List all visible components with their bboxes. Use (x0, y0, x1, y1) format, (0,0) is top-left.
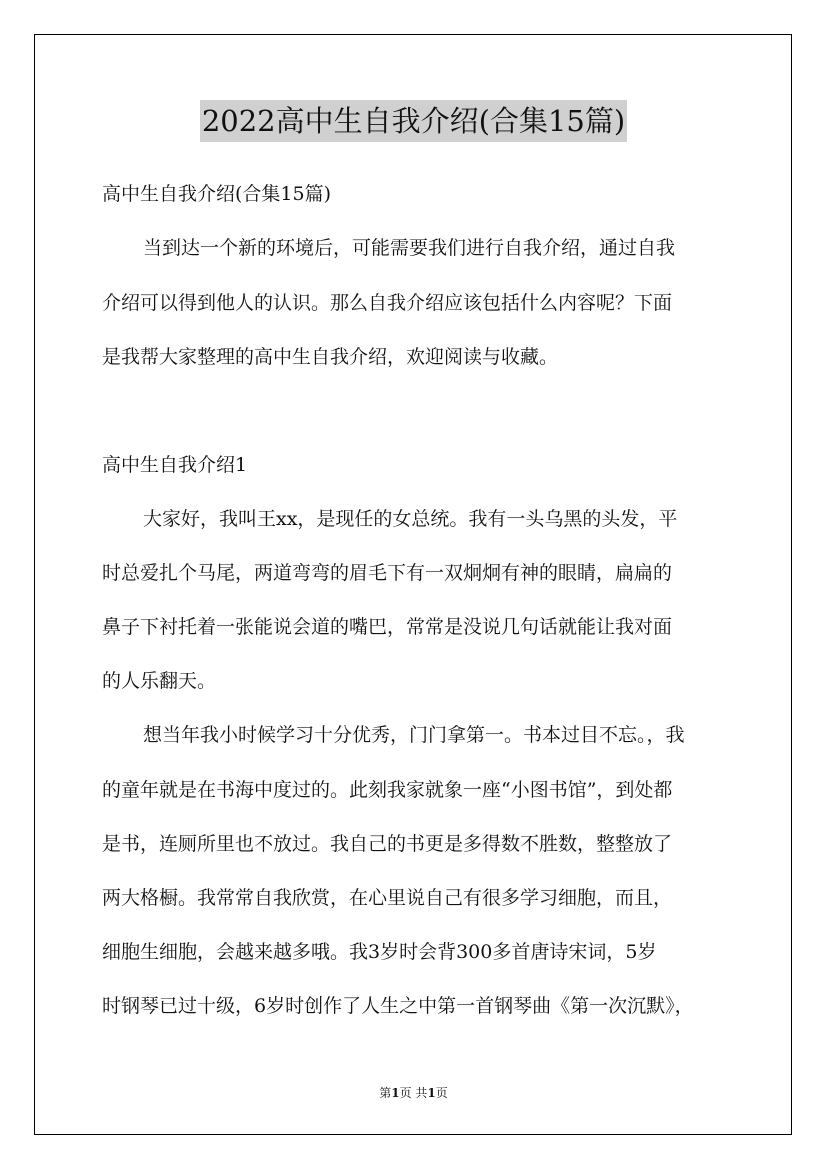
para2-line-6: 时钢琴已过十级，6岁时创作了人生之中第一首钢琴曲《第一次沉默》， (102, 995, 694, 1017)
document-title: 2022高中生自我介绍(合集15篇) (200, 100, 627, 142)
para2-line-1: 想当年我小时候学习十分优秀，门门拿第一。书本过目不忘。，我 (143, 724, 685, 746)
para1-line-2: 时总爱扎个马尾，两道弯弯的眉毛下有一双炯炯有神的眼睛，扁扁的 (102, 562, 673, 584)
footer-page-number: 1 (391, 1086, 400, 1100)
intro-line-1: 当到达一个新的环境后，可能需要我们进行自我介绍，通过自我 (143, 237, 676, 259)
document-subtitle: 高中生自我介绍(合集15篇) (102, 183, 332, 205)
para2-line-5: 细胞生细胞，会越来越多哦。我3岁时会背300多首唐诗宋词，5岁 (102, 941, 657, 963)
intro-line-2: 介绍可以得到他人的认识。那么自我介绍应该包括什么内容呢？下面 (102, 292, 673, 314)
para2-line-4: 两大格橱。我常常自我欣赏，在心里说自己有很多学习细胞，而且， (102, 887, 673, 909)
footer-total-pages: 1 (427, 1086, 436, 1100)
para1-line-4: 的人乐翻天。 (102, 670, 217, 692)
section-heading: 高中生自我介绍1 (102, 454, 248, 476)
para2-line-2: 的童年就是在书海中度过的。此刻我家就象一座“小图书馆”，到处都 (102, 779, 673, 801)
para1-line-3: 鼻子下衬托着一张能说会道的嘴巴，常常是没说几句话就能让我对面 (102, 616, 673, 638)
page-footer (0, 1084, 827, 1101)
footer-mid: 页 共 (399, 1086, 428, 1100)
footer-suffix: 页 (435, 1086, 448, 1100)
footer-prefix: 第 (379, 1086, 392, 1100)
para1-line-1: 大家好，我叫王xx，是现任的女总统。我有一头乌黑的头发，平 (143, 508, 678, 530)
para2-line-3: 是书，连厕所里也不放过。我自己的书更是多得数不胜数，整整放了 (102, 833, 673, 855)
title-container (0, 100, 827, 142)
intro-line-3: 是我帮大家整理的高中生自我介绍，欢迎阅读与收藏。 (102, 346, 559, 368)
